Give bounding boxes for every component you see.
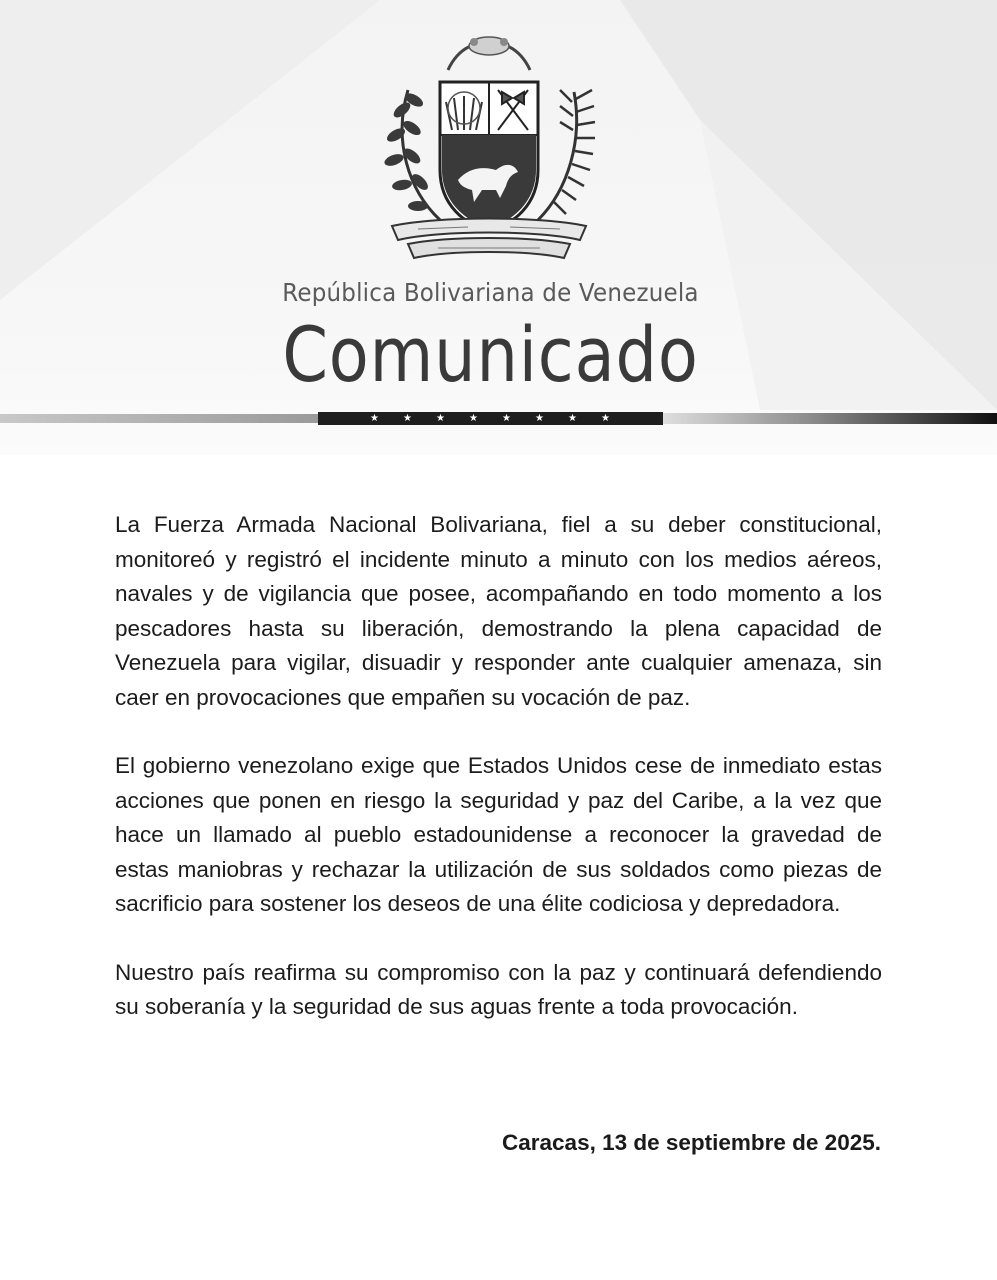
republic-name: República Bolivariana de Venezuela xyxy=(282,278,699,307)
document-title: Comunicado xyxy=(282,310,699,399)
paragraph: La Fuerza Armada Nacional Bolivariana, fiel a su deber constitucional, monitoreó y registró el incidente minuto a minuto con los medios aéreos, navales y de vigilancia que posee, acompañando en todo momento a los pescadores hasta su liberación, demostrando la plena capacidad de Venezuela para vigilar, disuadir y responder ante cualquier amenaza, sin caer en provocaciones que empañen su vocación de paz. xyxy=(115,512,882,710)
star-icon: ★ xyxy=(568,413,577,424)
communique-body xyxy=(115,508,882,1059)
letterhead xyxy=(0,0,997,455)
star-icon: ★ xyxy=(370,413,379,424)
star-icon: ★ xyxy=(535,413,544,424)
star-icon: ★ xyxy=(502,413,511,424)
place-and-date: Caracas, 13 de septiembre de 2025. xyxy=(502,1130,881,1155)
star-row xyxy=(370,410,610,427)
star-icon: ★ xyxy=(403,413,412,424)
star-icon: ★ xyxy=(469,413,478,424)
paragraph: Nuestro país reafirma su compromiso con la paz y continuará defendiendo su soberanía y la seguridad de sus aguas frente a toda provocación. xyxy=(115,959,882,1019)
venezuela-coat-of-arms-icon xyxy=(378,30,600,268)
paragraph: El gobierno venezolano exige que Estados Unidos cese de inmediato estas acciones que ponen en riesgo la seguridad y paz del Caribe, a la vez que hace un llamado al pueblo estadounidense a reconocer la gravedad de estas maniobras y rechazar la utilización de sus soldados como piezas de sacrificio para sostener los deseos de una élite codiciosa y depredadora. xyxy=(115,753,882,916)
star-icon: ★ xyxy=(601,413,610,424)
star-icon: ★ xyxy=(436,413,445,424)
